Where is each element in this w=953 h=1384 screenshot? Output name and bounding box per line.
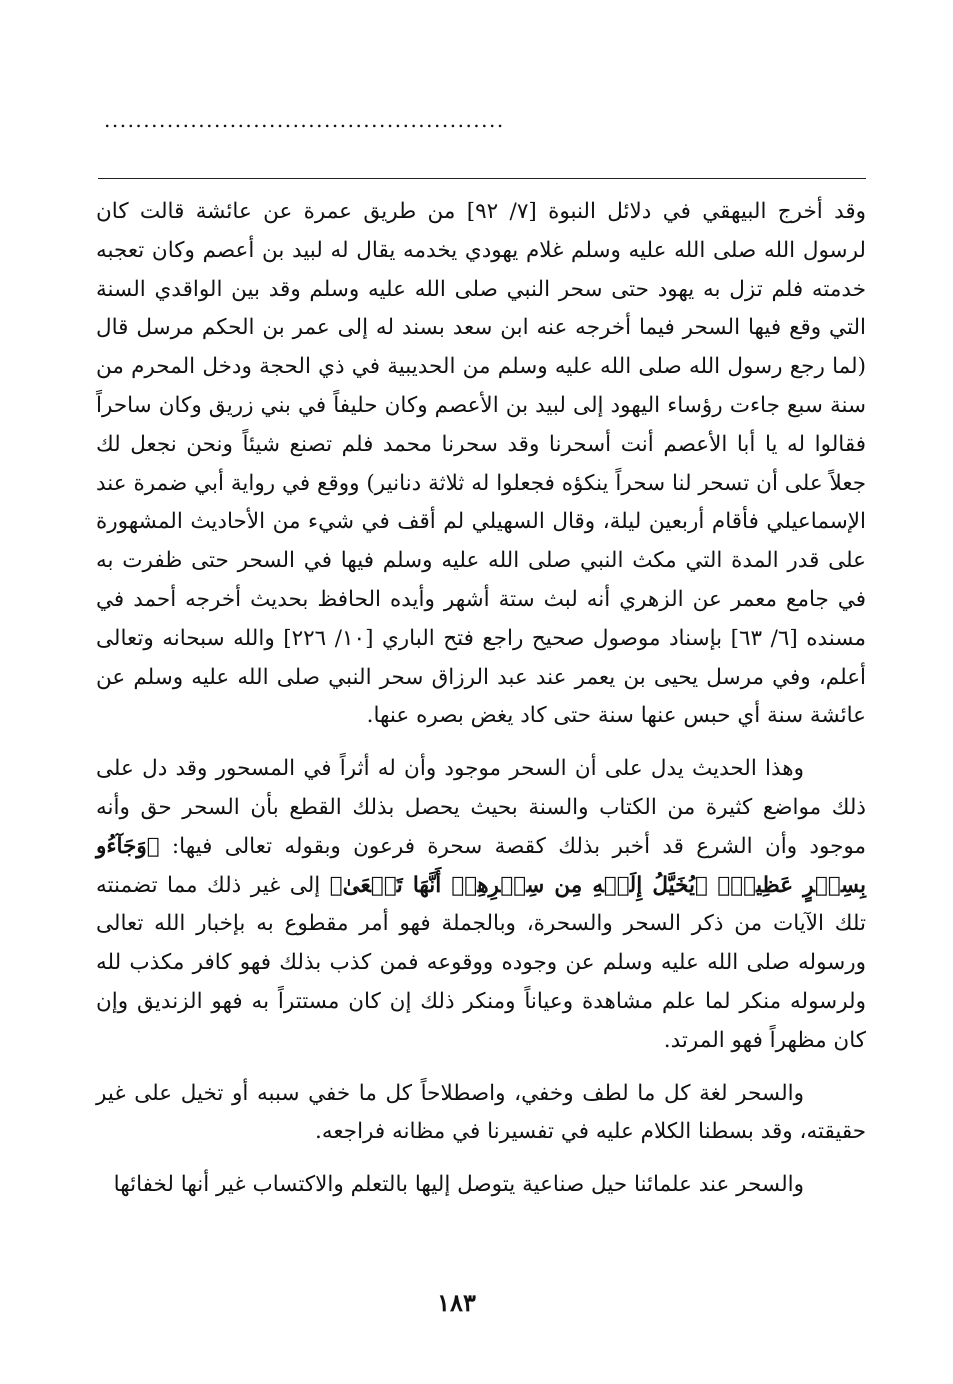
paragraph-evidence-rest: إلى غير ذلك مما تضمنته تلك الآيات من ذكر السحر والسحرة، وبالجملة فهو أمر مقطوع به بإخبار الله تعالى ورسوله صلى الله عليه وسلم عن وجوده ووقوعه فمن كذب بذلك فهو كافر مكذب لله ولرسوله منكر لما علم مشاهدة وعياناً ومنكر ذلك إن كان مستتراً به فهو الزنديق وإن كان مظهراً فهو المرتد. [96, 872, 866, 1053]
body-text [96, 193, 866, 1205]
paragraph-gap [96, 1152, 866, 1166]
paragraph-hadith: وقد أخرج البيهقي في دلائل النبوة [٧/ ٩٢] من طريق عمرة عن عائشة قالت كان لرسول الله صلى الله عليه وسلم غلام يهودي يخدمه يقال له لبيد بن أعصم وكان تعجبه خدمته فلم تزل به يهود حتى سحر النبي صلى الله عليه وسلم وقد بين الواقدي السنة التي وقع فيها السحر فيما أخرجه عنه ابن سعد بسند له إلى عمر بن الحكم مرسل قال (لما رجع رسول الله صلى الله عليه وسلم من الحديبية في ذي الحجة ودخل المحرم من سنة سبع جاءت رؤساء اليهود إلى لبيد بن الأعصم وكان حليفاً في بني زريق وكان ساحراً فقالوا له يا أبا الأعصم أنت أسحرنا وقد سحرنا محمد فلم تصنع شيئاً ونحن نجعل لك جعلاً على أن تسحر لنا سحراً ينكؤه فجعلوا له ثلاثة دنانير) ووقع في رواية أبي ضمرة عند الإسماعيلي فأقام أربعين ليلة، وقال السهيلي لم أقف في شيء من الأحاديث المشهورة على قدر المدة التي مكث النبي صلى الله عليه وسلم فيها في السحر حتى ظفرت به في جامع معمر عن الزهري أنه لبث ستة أشهر وأيده الحافظ بحديث أخرجه أحمد في مسنده [٦/ ٦٣] بإسناد موصول صحيح راجع فتح الباري [١٠/ ٢٢٦] والله سبحانه وتعالى أعلم، وفي مرسل يحيى بن يعمر عند عبد الرزاق سحر النبي صلى الله عليه وسلم عن عائشة سنة أي حبس عنها سنة حتى كاد يغض بصره عنها. [96, 199, 867, 729]
paragraph-evidence [96, 750, 866, 1060]
dotted-separator: ................................................... [104, 108, 505, 132]
verse-separator [708, 873, 717, 898]
paragraph-scholars: والسحر عند علمائنا حيل صناعية يتوصل إليها بالتعلم والاكتساب غير أنها لخفائها [113, 1172, 804, 1198]
page-number: ١٨٣ [437, 1288, 476, 1317]
paragraph-gap [96, 736, 866, 750]
header-rule [98, 178, 866, 179]
paragraph-evidence-intro: وهذا الحديث يدل على أن السحر موجود وأن له أثراً في المسحور وقد دل على ذلك مواضع كثيرة من الكتاب والسنة بحيث يحصل بذلك القطع بأن السحر حق وأنه موجود وأن الشرع قد أخبر بذلك كقصة سحرة فرعون وبقوله تعالى فيها: [96, 756, 866, 859]
quran-verse-2: ﴿يُخَيَّلُ إِلَيۡهِ مِن سِحۡرِهِمۡ أَنَّهَا تَسۡعَىٰ﴾ [329, 872, 708, 898]
paragraph-gap [96, 1061, 866, 1075]
quran-verse-1: ﴿وَجَآءُو بِسِحۡرٍ عَظِيمٖ﴾ [96, 833, 866, 898]
paragraph-definition: والسحر لغة كل ما لطف وخفي، واصطلاحاً كل ما خفي سببه أو تخيل على غير حقيقته، وقد بسطنا الكلام عليه في تفسيرنا في مظانه فراجعه. [96, 1080, 866, 1145]
